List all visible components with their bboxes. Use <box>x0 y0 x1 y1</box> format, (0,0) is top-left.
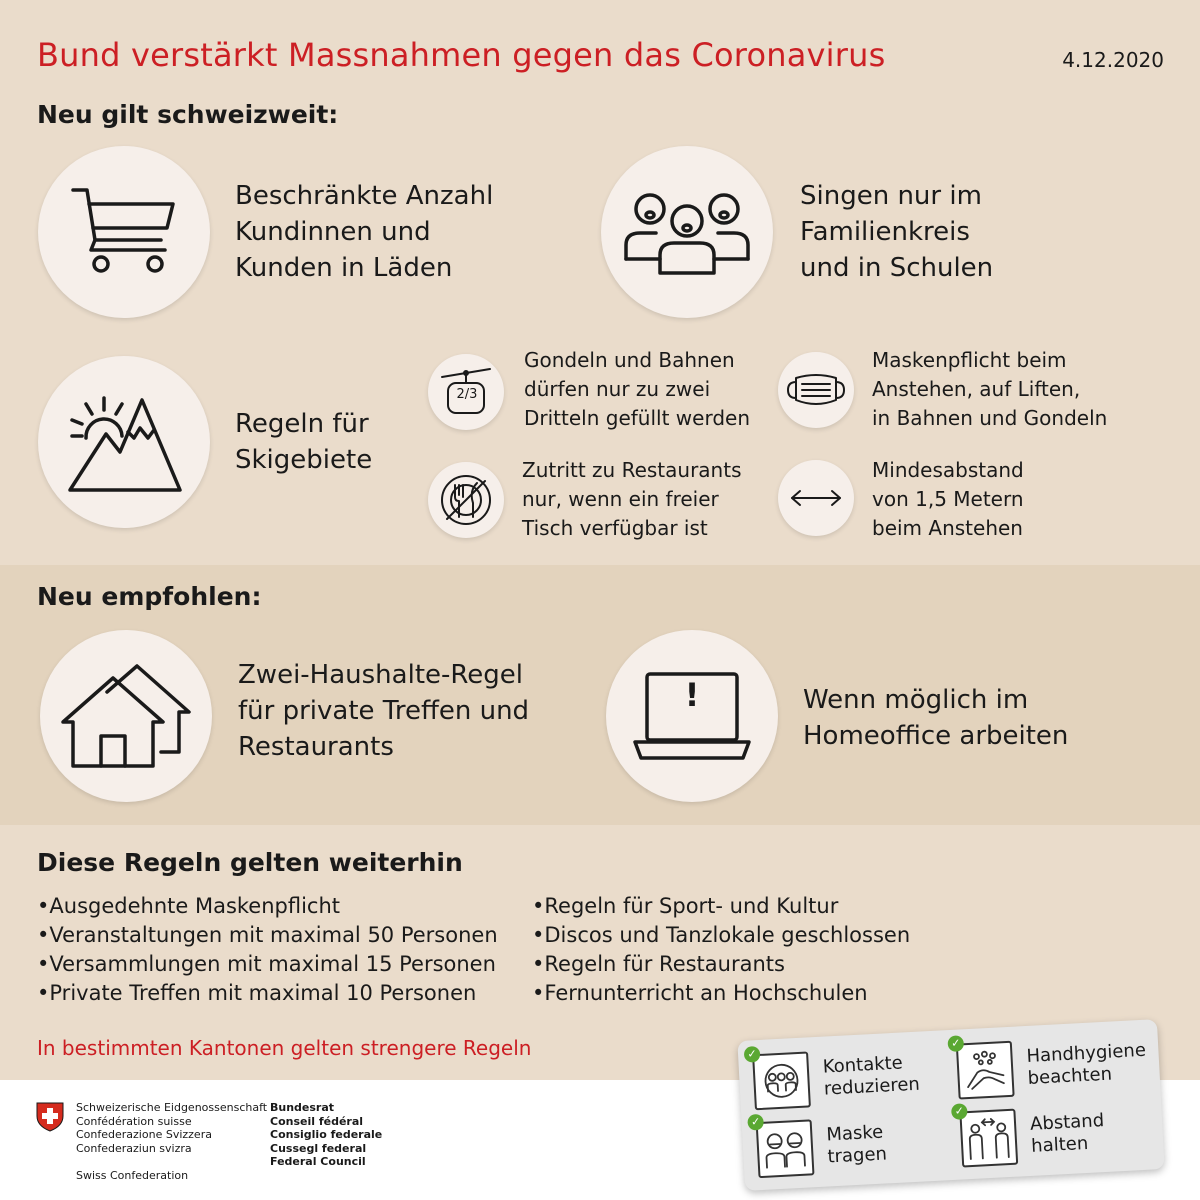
card-label: Kontakte reduzieren <box>822 1052 921 1100</box>
hand-hygiene-icon <box>956 1041 1015 1100</box>
item-text-homeoffice: Wenn möglich im Homeoffice arbeiten <box>803 685 1069 751</box>
reduce-contacts-icon <box>752 1051 811 1110</box>
rules-list-left <box>37 892 498 1008</box>
cantonal-rules-note: In bestimmten Kantonen gelten strengere Regeln <box>37 1036 532 1060</box>
item-text-limited-customers: Beschränkte Anzahl Kundinnen und Kunden in Läden <box>235 181 494 283</box>
basic-rules-card <box>737 1019 1164 1191</box>
check-icon: ✓ <box>947 1035 964 1052</box>
list-item: • Private Treffen mit maximal 10 Personen <box>37 979 498 1008</box>
card-item-hand-hygiene <box>950 1033 1159 1111</box>
confederation-names: Schweizerische Eidgenossenschaft Confédération suisse Confederazione Svizzera Confederaziun svizra <box>76 1101 268 1155</box>
section-new-heading: Neu gilt schweizweit: <box>37 100 339 129</box>
page-title: Bund verstärkt Massnahmen gegen das Coronavirus <box>37 36 886 74</box>
card-label: Handhygiene beachten <box>1026 1039 1147 1089</box>
list-item: • Fernunterricht an Hochschulen <box>532 979 910 1008</box>
people-singing-icon <box>601 146 773 318</box>
gondola-capacity-label: 2/3 <box>456 387 478 402</box>
restaurant-plate-icon <box>428 462 504 538</box>
laptop-exclamation: ! <box>684 676 700 714</box>
item-text-singing: Singen nur im Familienkreis und in Schulen <box>800 181 994 283</box>
list-item: • Versammlungen mit maximal 15 Personen <box>37 950 498 979</box>
distance-arrow-icon <box>778 460 854 536</box>
mask-icon <box>778 352 854 428</box>
list-item: • Regeln für Restaurants <box>532 950 910 979</box>
card-item-keep-distance <box>954 1101 1162 1179</box>
card-label: Abstand halten <box>1029 1110 1105 1157</box>
federal-council-names: Bundesrat Conseil fédéral Consiglio federale Cussegl federal Federal Council <box>270 1101 383 1168</box>
card-item-reduce-contacts <box>747 1044 955 1122</box>
keep-distance-icon <box>959 1109 1018 1168</box>
item-text-two-households: Zwei-Haushalte-Regel für private Treffen und Restaurants <box>238 660 530 762</box>
two-houses-icon <box>40 630 212 802</box>
mountain-sun-icon <box>38 356 210 528</box>
ski-rule-restaurant: Zutritt zu Restaurants nur, wenn ein freier Tisch verfügbar ist <box>522 458 742 540</box>
card-item-wear-mask <box>750 1112 959 1190</box>
check-icon: ✓ <box>951 1103 968 1120</box>
laptop-warning-icon <box>606 630 778 802</box>
section-recommended-heading: Neu empfohlen: <box>37 582 262 611</box>
list-item: • Regeln für Sport- und Kultur <box>532 892 910 921</box>
card-label: Maske tragen <box>825 1121 888 1168</box>
ski-rule-distance: Mindesabstand von 1,5 Metern beim Anstehen <box>872 458 1024 540</box>
swiss-confederation-label: Swiss Confederation <box>76 1169 189 1182</box>
ski-rule-gondola: Gondeln und Bahnen dürfen nur zu zwei Dritteln gefüllt werden <box>524 348 750 430</box>
list-item: • Veranstaltungen mit maximal 50 Personen <box>37 921 498 950</box>
publication-date: 4.12.2020 <box>1062 48 1164 72</box>
rules-list-right <box>532 892 910 1008</box>
shopping-cart-icon <box>38 146 210 318</box>
list-item: • Discos und Tanzlokale geschlossen <box>532 921 910 950</box>
check-icon: ✓ <box>744 1046 761 1063</box>
section-continued-heading: Diese Regeln gelten weiterhin <box>37 848 463 877</box>
ski-rule-mask: Maskenpflicht beim Anstehen, auf Liften, in Bahnen und Gondeln <box>872 348 1108 430</box>
item-text-ski-rules: Regeln für Skigebiete <box>235 409 373 475</box>
swiss-coat-of-arms-icon <box>36 1102 64 1132</box>
list-item: • Ausgedehnte Maskenpflicht <box>37 892 498 921</box>
wear-mask-icon <box>756 1119 815 1178</box>
check-icon: ✓ <box>747 1114 764 1131</box>
